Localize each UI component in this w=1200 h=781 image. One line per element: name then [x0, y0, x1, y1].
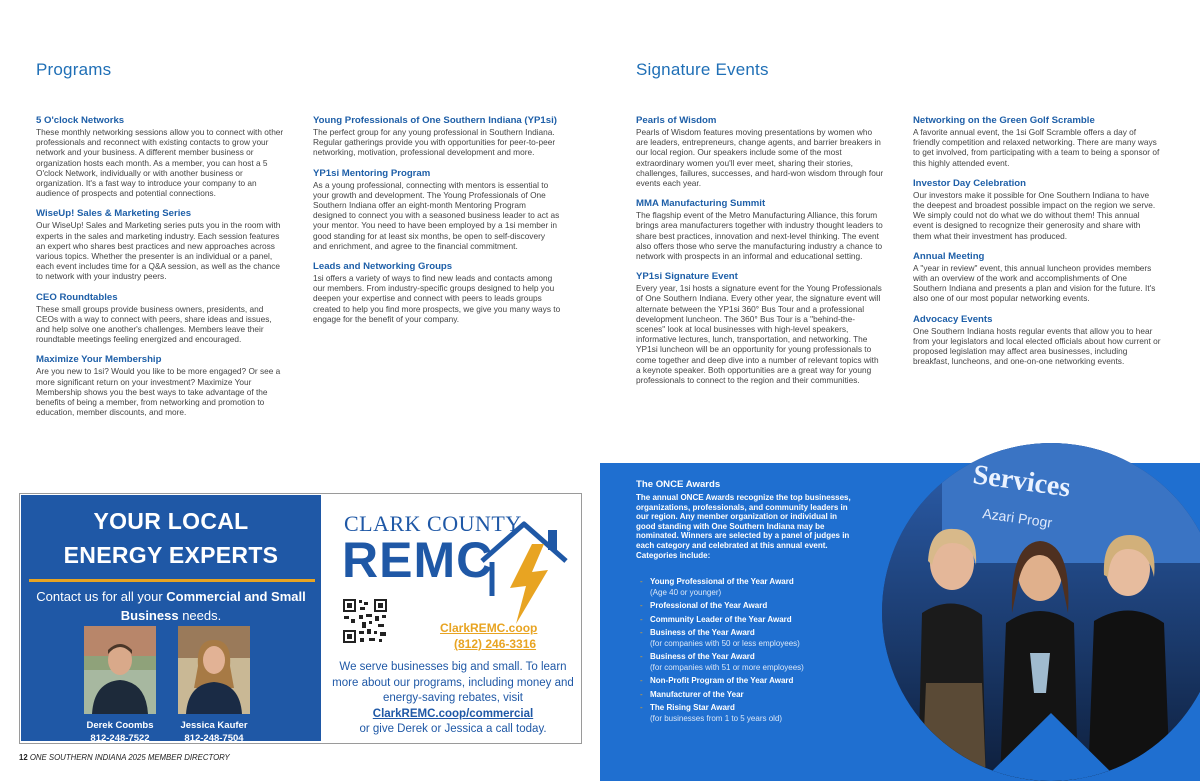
once-awards-body: The annual ONCE Awards recognize the top businesses, organizations, professionals, and community leaders in our region. Any member organization or individual in good standing with One Southern Indiana may be nominated. Winners are selected by a panel of judges in each category and celebrated at this annual event. Categories include: — [636, 493, 851, 560]
award-name: The Rising Star Award — [650, 703, 735, 712]
award-name: Community Leader of the Year Award — [650, 614, 792, 624]
ad-contact-suffix: needs. — [178, 608, 222, 623]
program-item — [313, 115, 561, 158]
award-name: Young Professional of the Year Award — [650, 577, 794, 586]
award-category: - Business of the Year Award (for companies with 50 or less employees) — [640, 628, 880, 649]
program-item — [36, 208, 284, 281]
jessica-name: Jessica Kaufer — [180, 720, 248, 731]
event-title: Networking on the Green Golf Scramble — [913, 115, 1095, 126]
program-body: As a young professional, connecting with mentors is essential to your growth and development. The Young Professionals of One Southern Indiana offer an eight-month Mentoring Program designed to connect you with a seasoned business leader to act as your mentor. You need to have been employed by a 1si member in good standing for at least six months, be open to self-discovery and enrichment, and agree to the financial commitment. — [313, 179, 560, 251]
award-category: - Business of the Year Award (for companies with 51 or more employees) — [640, 652, 880, 673]
event-body: Pearls of Wisdom features moving presentations by women who are leaders, entrepreneurs, change agents, and barrier breakers in our local region. Our speakers include some of the most extraordinary women you'll ever meet, sharing their stories, challenges, failures, successes, and hard-won wisdom through four events each year. — [636, 127, 884, 189]
jessica-contact — [164, 719, 264, 745]
ad-headline-line-1: YOUR LOCAL — [93, 508, 249, 534]
event-body: Our investors make it possible for One Southern Indiana to have the deepest and broadest possible impact on the region we serve. We simply could not do what we do without them! This annual event is designed to recognize their generosity and share with them what their investment has produced. — [913, 189, 1156, 241]
award-note: (for companies with 50 or less employees) — [650, 638, 800, 648]
award-categories-list — [640, 577, 880, 727]
ad-divider — [29, 579, 315, 582]
program-body: 1si offers a variety of ways to find new leads and contacts among our members. From industry-specific groups designed to help you deepen your expertise and connect with peers to leads groups created to help you find more prospects, we give you many ways to engage for the benefit of your company. — [313, 273, 561, 324]
program-title: CEO Roundtables — [36, 291, 118, 303]
page-footer — [19, 753, 230, 762]
event-item — [913, 115, 1161, 168]
derek-contact — [70, 719, 170, 745]
jessica-photo — [178, 626, 250, 714]
award-winners-photo — [882, 443, 1200, 781]
ad-body-text — [328, 660, 578, 738]
ad-contact-bold: Commercial and Small Business — [120, 589, 306, 623]
ad-body-closing: or give Derek or Jessica a call today. — [359, 723, 547, 735]
award-category: - Young Professional of the Year Award (Age 40 or younger) — [640, 577, 880, 598]
ad-blue-panel — [21, 495, 321, 744]
derek-photo — [84, 626, 156, 714]
once-awards-panel — [600, 459, 1200, 781]
award-name: Non-Profit Program of the Year Award — [650, 676, 794, 685]
events-column-1 — [636, 115, 884, 395]
events-column-2 — [913, 115, 1161, 376]
event-title: YP1si Signature Event — [636, 271, 738, 283]
award-name: Business of the Year Award — [650, 628, 755, 637]
event-title: Investor Day Celebration — [913, 177, 1027, 189]
remc-commercial-link[interactable]: ClarkREMC.coop/commercial — [372, 707, 534, 720]
award-name: Professional of the Year Award — [650, 601, 768, 610]
event-title: Pearls of Wisdom — [636, 115, 717, 126]
event-body: The flagship event of the Metro Manufacturing Alliance, this forum brings area manufacturers together with industry thought leaders to share best practices, innovation and next-level thinking. The event also offers those who serve the manufacturing industry a chance to network with prospects in an informal and educational setting. — [636, 210, 883, 262]
event-body: A "year in review" event, this annual luncheon provides members with an overview of the work and accomplishments of One Southern Indiana and presents a plan and vision for the future. It's also one of our most popular networking events. — [913, 262, 1156, 304]
event-body: A favorite annual event, the 1si Golf Scramble offers a day of friendly competition and relaxed networking. There are many ways to get involved, from participating with a team to being a sponsor of this highly attended event. — [913, 127, 1160, 168]
program-title: WiseUp! Sales & Marketing Series — [36, 208, 192, 220]
program-body: These monthly networking sessions allow you to connect with other professionals and reconnect with existing contacts to grow your network and your business. A different member business or organization hosts each month. As a member, you can host a 5 O'clock Network, individually or with another business or organization. It's a fast way to introduce your company to an audience of prospects and potential connections. — [36, 127, 284, 199]
program-item — [313, 168, 561, 251]
derek-phone: 812-248-7522 — [90, 733, 150, 744]
ad-white-panel — [322, 494, 581, 743]
event-title: MMA Manufacturing Summit — [636, 198, 766, 210]
event-item — [913, 251, 1161, 304]
remc-advertisement — [19, 493, 582, 744]
event-body: One Southern Indiana hosts regular events that allow you to hear from your legislators and local elected officials about how current or proposed legislation may affect area businesses, including breakfast, luncheons, and one-on-one networking events. — [913, 325, 1161, 367]
page-number: 12 — [19, 753, 28, 762]
photo-sign-services: Services — [971, 459, 1073, 504]
event-title: Advocacy Events — [913, 313, 993, 325]
program-item — [36, 115, 284, 198]
program-title: Maximize Your Membership — [36, 354, 162, 366]
event-item — [636, 115, 884, 188]
programs-column-1 — [36, 115, 284, 427]
award-category: - The Rising Star Award (for businesses from 1 to 5 years old) — [640, 703, 880, 724]
ad-headline-line-2: ENERGY EXPERTS — [63, 542, 279, 568]
award-category: - Manufacturer of the Year — [640, 690, 880, 701]
award-category: - Non-Profit Program of the Year Award — [640, 676, 880, 687]
once-awards-title: The ONCE Awards — [636, 479, 721, 490]
jessica-phone: 812-248-7504 — [184, 733, 244, 744]
event-body: Every year, 1si hosts a signature event for the Young Professionals of One Southern Indiana. Every other year, the signature event will alternate between the YP1si 360° Bus Tour and a professional development luncheon. The 360° Bus Tour is a "behind-the-scenes" look at local businesses with high-level speakers, informative lectures, lunch, transportation, and networking. The YP1si luncheon will be an opportunity for young professionals to come together and deep dive into a number of relevant topics with a keynote speaker. Both opportunities are a great way for young professionals to connect to the region and their communities. — [636, 283, 882, 386]
program-title: Leads and Networking Groups — [313, 261, 453, 273]
program-item — [36, 354, 284, 417]
award-name: Business of the Year Award — [650, 652, 755, 661]
award-note: (for companies with 51 or more employees) — [650, 662, 804, 672]
award-note: (for businesses from 1 to 5 years old) — [650, 713, 783, 723]
ad-contact-line — [21, 587, 321, 625]
ad-body-copy: We serve businesses big and small. To learn more about our programs, including money and energy-saving rebates, visit — [332, 661, 574, 704]
program-item — [36, 292, 284, 345]
award-category: - Professional of the Year Award — [640, 601, 880, 612]
event-item — [636, 198, 884, 261]
event-item — [913, 314, 1161, 367]
event-item — [913, 178, 1161, 241]
award-category: - Community Leader of the Year Award — [640, 615, 880, 626]
program-body: These small groups provide business owners, presidents, and CEOs with a way to connect with peers, share ideas and issues, and help solve one another's challenges. Members leave their roundtable meetings feeling energized and encouraged. — [36, 303, 272, 345]
remc-website-link[interactable]: ClarkREMC.coop — [440, 621, 538, 635]
program-body: The perfect group for any young professional in Southern Indiana. Regular gatherings provide you with opportunities for peer-to-peer networking, motivation, professional development and more. — [313, 127, 556, 158]
programs-title: Programs — [36, 60, 112, 79]
once-awards-intro — [636, 479, 854, 560]
event-title: Annual Meeting — [913, 250, 985, 262]
remc-phone-link[interactable]: (812) 246-3316 — [454, 637, 537, 651]
remc-logo-main: REMC — [342, 532, 494, 588]
award-note: (Age 40 or younger) — [650, 587, 722, 597]
event-item — [636, 271, 884, 385]
footer-text: ONE SOUTHERN INDIANA 2025 MEMBER DIRECTORY — [29, 753, 230, 762]
program-body: Our WiseUp! Sales and Marketing series puts you in the room with experts in the sales and marketing industry. Each session features an expert who shares best practices and new approaches across various topics. Whether the presenter is an individual or a panel, each event includes time for a Q&A session, as well as the chance to network with your industry peers. — [36, 220, 281, 282]
qr-code-icon[interactable] — [342, 598, 388, 644]
program-title: YP1si Mentoring Program — [313, 167, 431, 179]
photo-sign-azari: Azari Progr — [981, 505, 1054, 531]
award-name: Manufacturer of the Year — [650, 689, 744, 699]
remc-logo-top: CLARK COUNTY — [344, 511, 522, 536]
derek-name: Derek Coombs — [86, 720, 154, 731]
ad-contact-prefix: Contact us for all your — [36, 589, 167, 604]
program-body: Are you new to 1si? Would you like to be more engaged? Or see a more significant return on your investment? Maximize Your Membership shows you the best ways to take advantage of the benefits of being a member, from networking and promotion to education, member discounts, and more. — [36, 366, 281, 418]
signature-events-title: Signature Events — [636, 60, 769, 79]
programs-column-2 — [313, 115, 561, 334]
program-item — [313, 261, 561, 324]
program-title: Young Professionals of One Southern Indiana (YP1si) — [313, 115, 557, 126]
program-title: 5 O'clock Networks — [36, 115, 125, 126]
